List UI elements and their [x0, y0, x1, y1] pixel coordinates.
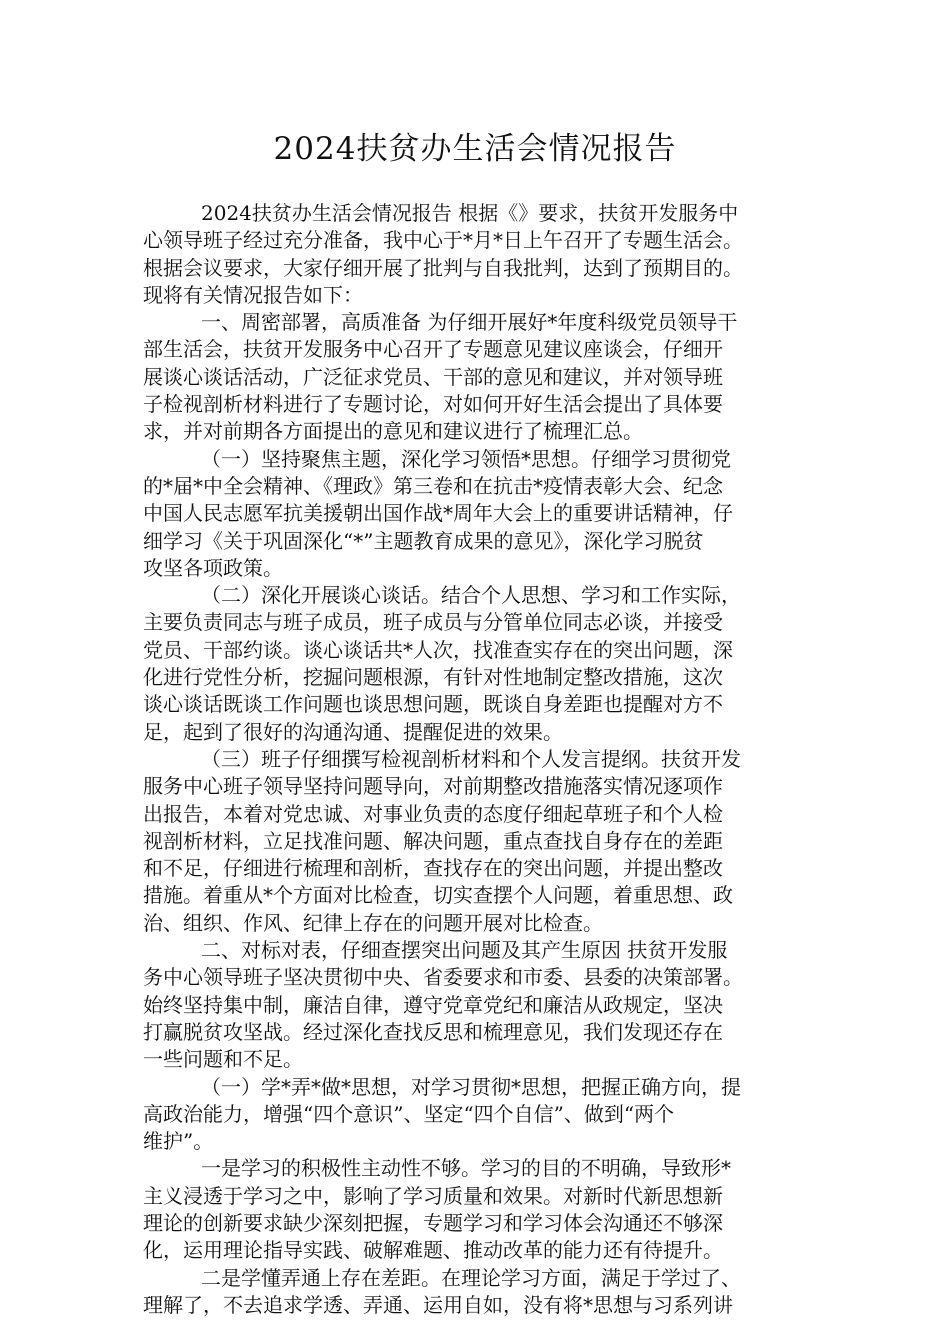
document-title: 2024扶贫办生活会情况报告 — [273, 131, 677, 167]
text-line: （二）深化开展谈心谈话。结合个人思想、学习和工作实际， — [201, 583, 741, 608]
text-line: 根据会议要求，大家仔细开展了批判与自我批判，达到了预期目的。 — [143, 255, 743, 280]
text-line: 始终坚持集中制，廉洁自律，遵守党章党纪和廉洁从政规定，坚决 — [143, 992, 723, 1017]
text-line: 维护”。 — [143, 1129, 214, 1154]
document-body — [143, 200, 828, 1319]
text-line: 化，运用理论指导实践、破解难题、推动改革的能力还有待提升。 — [143, 1238, 723, 1263]
text-line: 出报告，本着对党忠诚、对事业负责的态度仔细起草班子和个人检 — [143, 801, 723, 826]
text-line: 和不足，仔细进行梳理和剖析，查找存在的突出问题，并提出整改 — [143, 856, 723, 881]
text-line: 二是学懂弄通上存在差距。在理论学习方面，满足于学过了、 — [201, 1265, 741, 1290]
text-line: 子检视剖析材料进行了专题讨论，对如何开好生活会提出了具体要 — [143, 392, 723, 417]
text-line: 视剖析材料，立足找准问题、解决问题，重点查找自身存在的差距 — [143, 828, 723, 853]
text-line: 二、对标对表，仔细查摆突出问题及其产生原因 扶贫开发服 — [201, 938, 728, 963]
text-line: （三）班子仔细撰写检视剖析材料和个人发言提纲。扶贫开发 — [201, 746, 741, 771]
text-line: 一些问题和不足。 — [143, 1047, 303, 1072]
text-line: 攻坚各项政策。 — [143, 555, 283, 580]
text-line: 的*届*中全会精神、《理政》第三卷和在抗击*疫情表彰大会、纪念 — [143, 473, 723, 498]
text-line: 化进行党性分析，挖掘问题根源，有针对性地制定整改措施，这次 — [143, 665, 723, 690]
text-line: 心领导班子经过充分准备，我中心于*月*日上午召开了专题生活会。 — [143, 228, 743, 253]
text-line: 打赢脱贫攻坚战。经过深化查找反思和梳理意见，我们发现还存在 — [143, 1019, 723, 1044]
text-line: 现将有关情况报告如下： — [143, 282, 363, 307]
text-line: 部生活会，扶贫开发服务中心召开了专题意见建议座谈会，仔细开 — [143, 337, 723, 362]
text-line: 细学习《关于巩固深化“*”主题教育成果的意见》，深化学习脱贫 — [143, 528, 704, 553]
text-line: 服务中心班子领导坚持问题导向，对前期整改措施落实情况逐项作 — [143, 774, 723, 799]
text-line: 求，并对前期各方面提出的意见和建议进行了梳理汇总。 — [143, 419, 643, 444]
text-line: 主义浸透于学习之中，影响了学习质量和效果。对新时代新思想新 — [143, 1183, 723, 1208]
text-line: 理论的创新要求缺少深刻把握，专题学习和学习体会沟通还不够深 — [143, 1210, 723, 1235]
text-line: 高政治能力，增强“四个意识”、坚定“四个自信”、做到“两个 — [143, 1101, 675, 1126]
text-line: 措施。着重从*个方面对比检查，切实查摆个人问题，着重思想、政 — [143, 883, 733, 908]
text-line: 党员、干部约谈。谈心谈话共*人次，找准查实存在的突出问题，深 — [143, 637, 733, 662]
text-line: （一）学*弄*做*思想，对学习贯彻*思想，把握正确方向，提 — [201, 1074, 741, 1099]
text-line: 2024扶贫办生活会情况报告 根据《》要求，扶贫开发服务中 — [201, 201, 739, 225]
text-line: 足，起到了很好的沟通沟通、提醒促进的效果。 — [143, 719, 563, 744]
text-line: 一是学习的积极性主动性不够。学习的目的不明确，导致形* — [201, 1156, 731, 1181]
text-line: 务中心领导班子坚决贯彻中央、省委要求和市委、县委的决策部署。 — [143, 965, 743, 990]
text-line: 谈心谈话既谈工作问题也谈思想问题，既谈自身差距也提醒对方不 — [143, 692, 723, 717]
text-line: 主要负责同志与班子成员，班子成员与分管单位同志必谈，并接受 — [143, 610, 723, 635]
text-line: 治、组织、作风、纪律上存在的问题开展对比检查。 — [143, 910, 603, 935]
text-line: （一）坚持聚焦主题，深化学习领悟*思想。仔细学习贯彻党 — [201, 446, 731, 471]
text-line: 理解了，不去追求学透、弄通、运用自如，没有将*思想与习系列讲 — [143, 1292, 733, 1317]
text-line: 中国人民志愿军抗美援朝出国作战*周年大会上的重要讲话精神，仔 — [143, 501, 733, 526]
text-line: 一、周密部署，高质准备 为仔细开展好*年度科级党员领导干 — [201, 310, 738, 335]
text-line: 展谈心谈话活动，广泛征求党员、干部的意见和建议，并对领导班 — [143, 364, 723, 389]
